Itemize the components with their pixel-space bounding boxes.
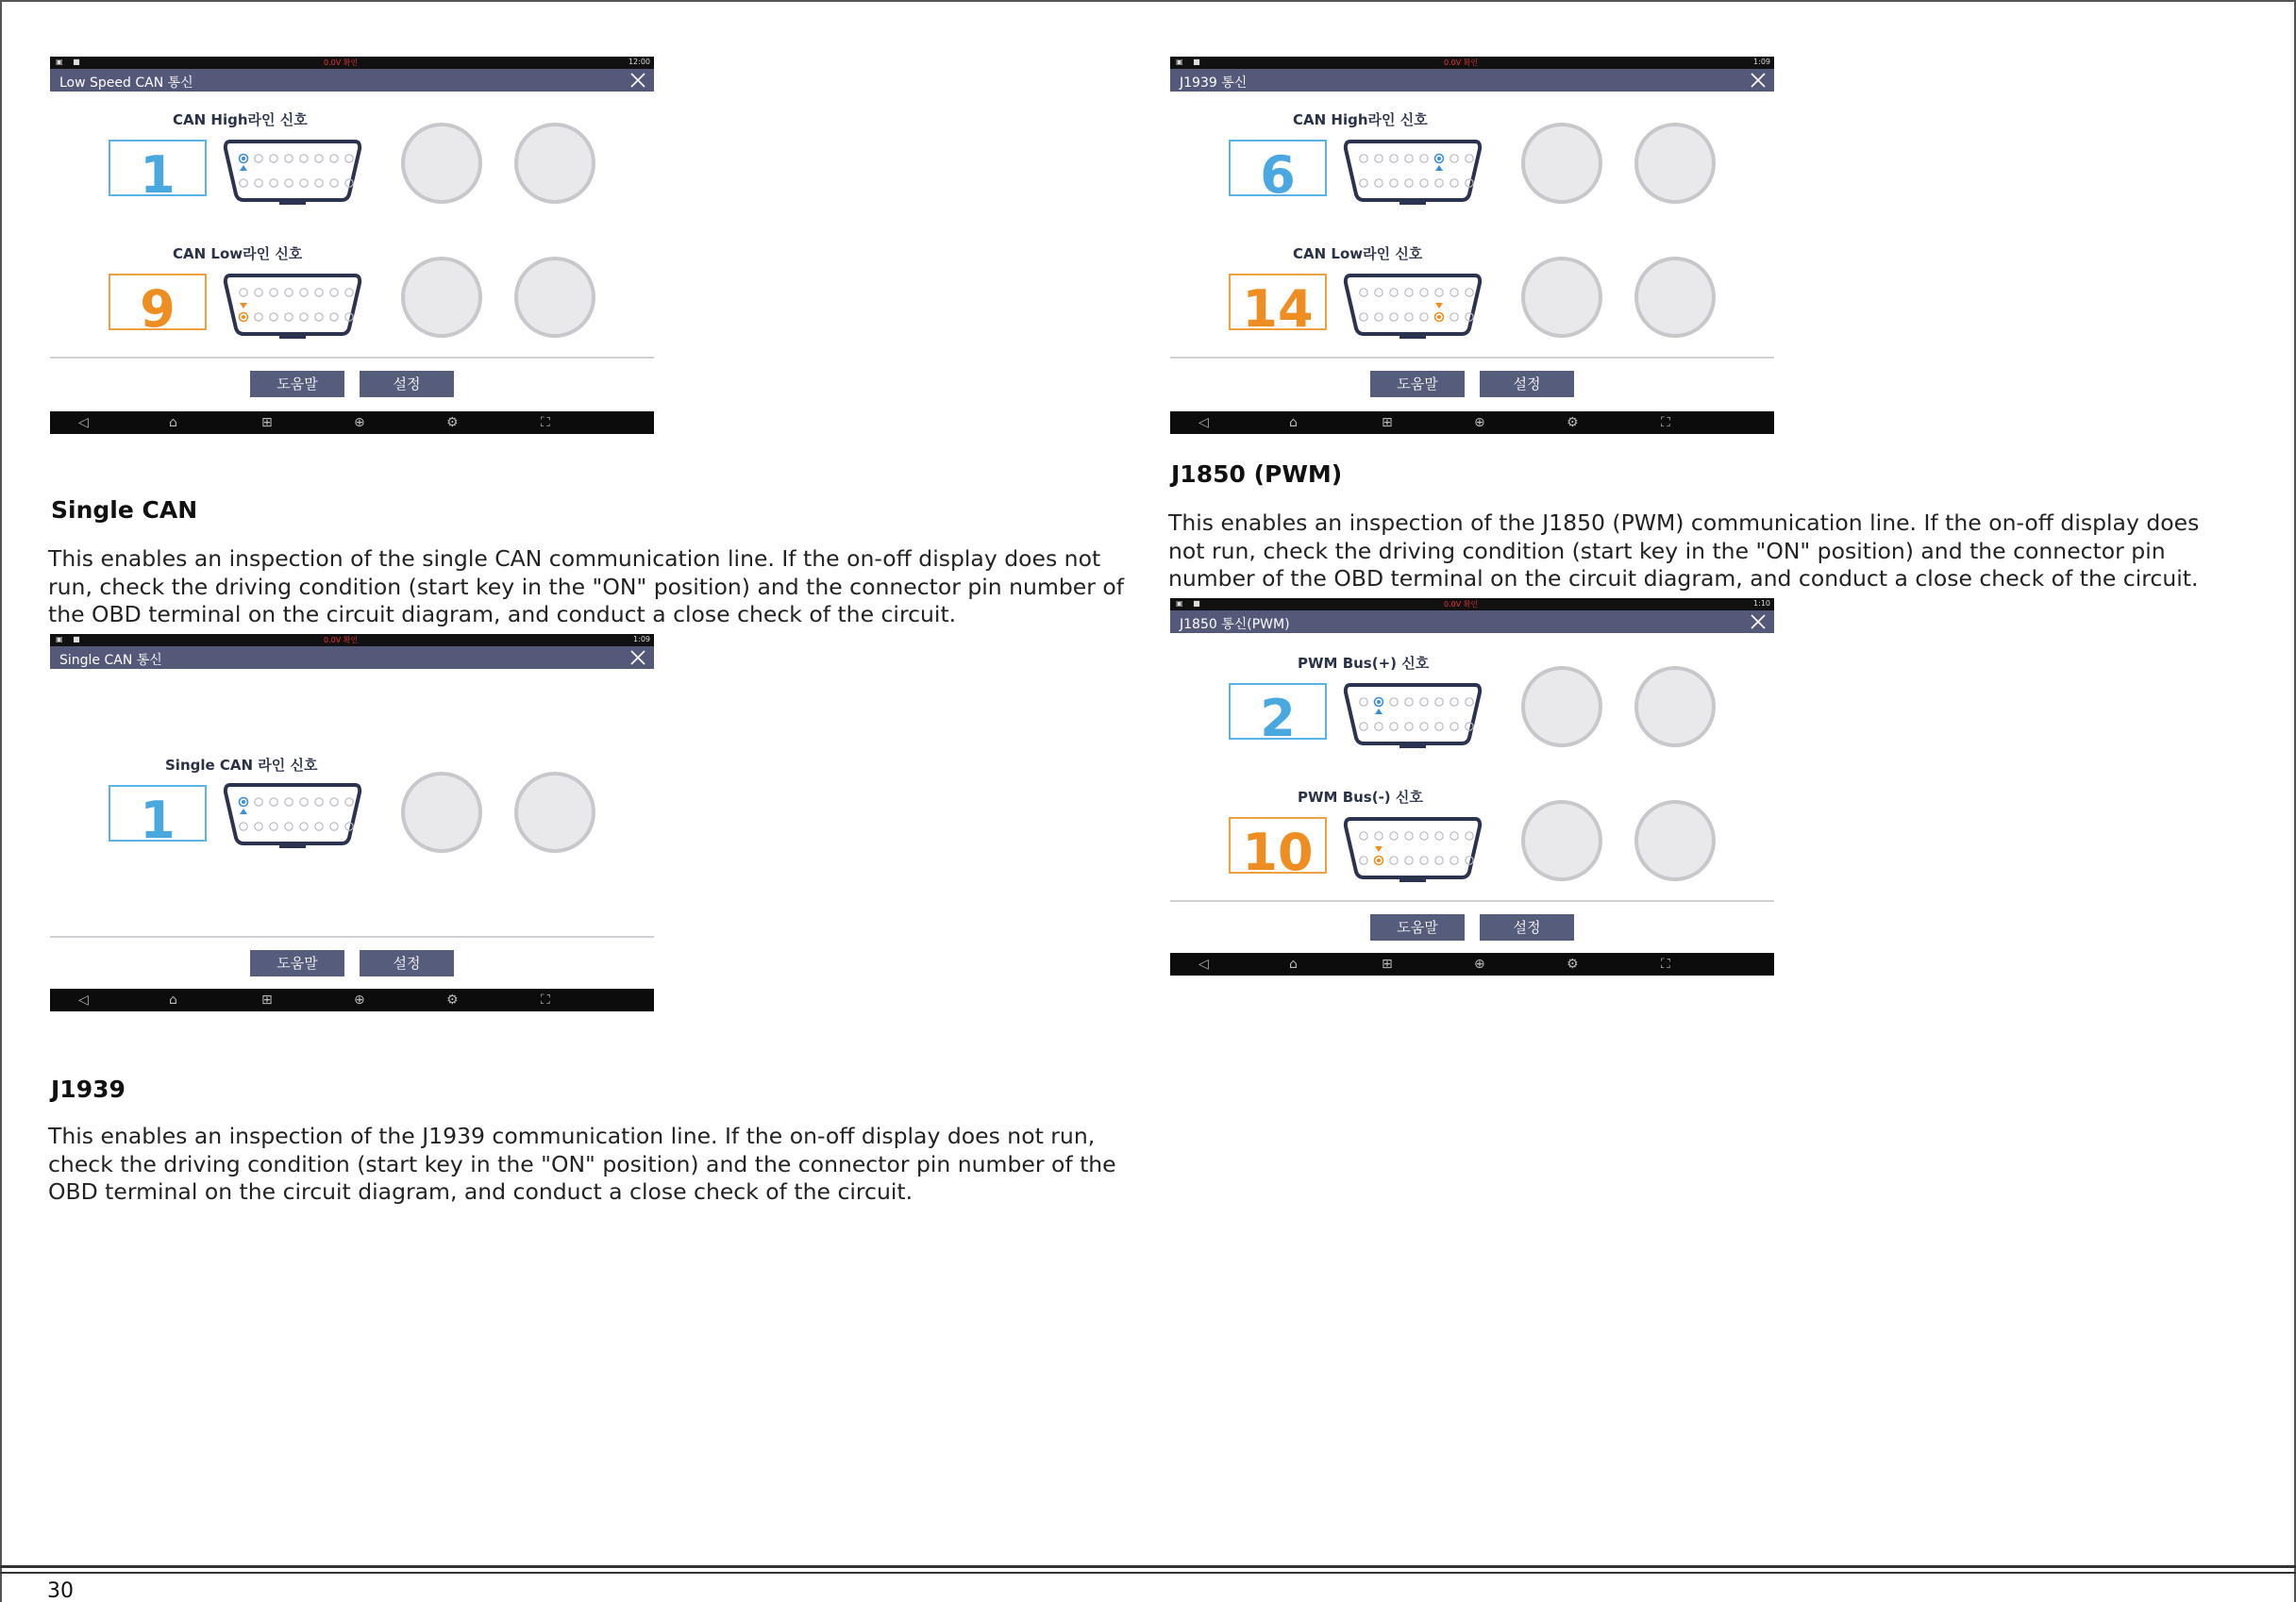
section-heading: Single CAN: [51, 496, 198, 524]
back-icon[interactable]: ◁: [1198, 957, 1209, 972]
signal-label: CAN Low라인 신호: [173, 245, 303, 262]
navigation-bar: [1170, 953, 1774, 976]
indicator-lamp: [401, 772, 482, 853]
indicator-lamp: [1521, 800, 1602, 881]
close-icon[interactable]: [1748, 70, 1768, 91]
pin-number-box: 9: [109, 274, 207, 330]
section-description: This enables an inspection of the single CAN communication line. If the on-off display does not run, check the driving condition (start key in the "ON" position) and the connector pin number of the OBD terminal on the circuit diagram, and conduct a close check of the circuit.: [48, 545, 1124, 627]
indicator-lamp: [1521, 666, 1602, 747]
pin-number-box: 2: [1229, 683, 1327, 740]
settings-button[interactable]: 설정: [360, 371, 454, 397]
screenshot-low-speed-can: [50, 57, 654, 443]
signal-label: CAN High라인 신호: [1293, 111, 1428, 128]
screen-title: J1850 통신(PWM): [1180, 617, 1290, 632]
home-icon[interactable]: ⌂: [169, 993, 177, 1008]
indicator-lamp: [514, 257, 595, 338]
pin-number-box: 1: [109, 785, 207, 842]
fullscreen-icon[interactable]: ⛶: [1661, 415, 1670, 430]
screen-title: Low Speed CAN 통신: [59, 75, 193, 91]
screenshot-single-can: [50, 634, 654, 1021]
screenshot-j1850-pwm: [1170, 598, 1774, 985]
obd-connector-icon: [223, 781, 362, 851]
navigation-bar: [1170, 411, 1774, 434]
section-heading: J1850 (PWM): [1171, 460, 1343, 488]
section-description: This enables an inspection of the J1939 communication line. If the on-off display does not run, check the driving condition (start key in the "ON" position) and the connector pin number of the OBD terminal on the circuit diagram, and conduct a close check of the circuit.: [48, 1123, 1116, 1205]
title-bar: [1170, 69, 1774, 92]
signal-label: PWM Bus(-) 신호: [1298, 789, 1423, 806]
close-icon[interactable]: [628, 70, 648, 91]
globe-icon[interactable]: ⊕: [354, 415, 365, 430]
screen-title: Single CAN 통신: [59, 653, 162, 668]
apps-icon[interactable]: ⊞: [1382, 957, 1393, 972]
voltage-readout: 0.0V 확인: [324, 636, 359, 644]
clock: 12:00: [628, 58, 650, 66]
home-icon[interactable]: ⌂: [1289, 415, 1298, 430]
obd-connector-icon: [1343, 138, 1483, 208]
pin-number-box: 6: [1229, 140, 1327, 196]
globe-icon[interactable]: ⊕: [1474, 957, 1485, 972]
divider: [1170, 900, 1774, 902]
title-bar: [50, 69, 654, 92]
home-icon[interactable]: ⌂: [169, 415, 177, 430]
indicator-lamp: [1521, 257, 1602, 338]
help-button[interactable]: 도움말: [250, 371, 344, 397]
indicator-lamp: [401, 123, 482, 204]
gear-icon[interactable]: ⚙: [1567, 415, 1579, 430]
screenshot-j1939: [1170, 57, 1774, 443]
fullscreen-icon[interactable]: ⛶: [541, 415, 550, 430]
footer-rule: [0, 1572, 2296, 1574]
status-bar: ▣ ■ 0.0V 확인 1:09: [50, 634, 654, 646]
status-bar: ▣ ■ 0.0V 확인 12:00: [50, 57, 654, 69]
section-heading: J1939: [51, 1076, 126, 1103]
title-bar: [1170, 610, 1774, 633]
close-icon[interactable]: [628, 647, 648, 668]
voltage-readout: 0.0V 확인: [324, 58, 359, 67]
clock: 1:10: [1753, 599, 1770, 608]
indicator-lamp: [514, 772, 595, 853]
settings-button[interactable]: 설정: [1480, 371, 1574, 397]
back-icon[interactable]: ◁: [78, 415, 89, 430]
indicator-lamp: [401, 257, 482, 338]
globe-icon[interactable]: ⊕: [1474, 415, 1485, 430]
gear-icon[interactable]: ⚙: [1567, 957, 1579, 972]
signal-label: Single CAN 라인 신호: [165, 757, 318, 774]
indicator-lamp: [1634, 800, 1716, 881]
globe-icon[interactable]: ⊕: [354, 993, 365, 1008]
divider: [50, 936, 654, 938]
apps-icon[interactable]: ⊞: [261, 415, 273, 430]
voltage-readout: 0.0V 확인: [1444, 58, 1479, 67]
fullscreen-icon[interactable]: ⛶: [541, 993, 550, 1008]
home-icon[interactable]: ⌂: [1289, 957, 1298, 972]
signal-label: CAN Low라인 신호: [1293, 245, 1423, 262]
indicator-lamp: [1634, 257, 1716, 338]
help-button[interactable]: 도움말: [1370, 914, 1465, 941]
fullscreen-icon[interactable]: ⛶: [1661, 957, 1670, 972]
indicator-lamp: [514, 123, 595, 204]
navigation-bar: [50, 989, 654, 1011]
help-button[interactable]: 도움말: [1370, 371, 1465, 397]
pin-number-box: 10: [1229, 817, 1327, 874]
gear-icon[interactable]: ⚙: [446, 993, 459, 1008]
signal-label: PWM Bus(+) 신호: [1298, 655, 1430, 672]
status-bar: ▣ ■ 0.0V 확인 1:10: [1170, 598, 1774, 610]
obd-connector-icon: [223, 272, 362, 342]
title-bar: [50, 646, 654, 669]
indicator-lamp: [1634, 666, 1716, 747]
pin-number-box: 1: [109, 140, 207, 196]
voltage-readout: 0.0V 확인: [1444, 600, 1479, 609]
obd-connector-icon: [1343, 272, 1483, 342]
clock: 1:09: [633, 635, 650, 643]
divider: [1170, 357, 1774, 359]
settings-button[interactable]: 설정: [1480, 914, 1574, 941]
navigation-bar: [50, 411, 654, 434]
status-bar: ▣ ■ 0.0V 확인 1:09: [1170, 57, 1774, 69]
back-icon[interactable]: ◁: [1198, 415, 1209, 430]
settings-button[interactable]: 설정: [360, 950, 454, 976]
apps-icon[interactable]: ⊞: [261, 993, 273, 1008]
obd-connector-icon: [1343, 681, 1483, 751]
obd-connector-icon: [1343, 815, 1483, 885]
clock: 1:09: [1753, 58, 1770, 66]
footer-rule: [0, 1565, 2296, 1568]
back-icon[interactable]: ◁: [78, 993, 89, 1008]
help-button[interactable]: 도움말: [250, 950, 344, 976]
close-icon[interactable]: [1748, 611, 1768, 632]
screen-title: J1939 통신: [1180, 75, 1248, 91]
page-number: 30: [47, 1579, 74, 1602]
divider: [50, 357, 654, 359]
indicator-lamp: [1634, 123, 1716, 204]
obd-connector-icon: [223, 138, 362, 208]
signal-label: CAN High라인 신호: [173, 111, 308, 128]
gear-icon[interactable]: ⚙: [446, 415, 459, 430]
section-description: This enables an inspection of the J1850 (PWM) communication line. If the on-off display does not run, check the driving condition (start key in the "ON" position) and the connector pin number of the OBD terminal on the circuit diagram, and conduct a close check of the circuit.: [1168, 509, 2200, 592]
indicator-lamp: [1521, 123, 1602, 204]
pin-number-box: 14: [1229, 274, 1327, 330]
apps-icon[interactable]: ⊞: [1382, 415, 1393, 430]
